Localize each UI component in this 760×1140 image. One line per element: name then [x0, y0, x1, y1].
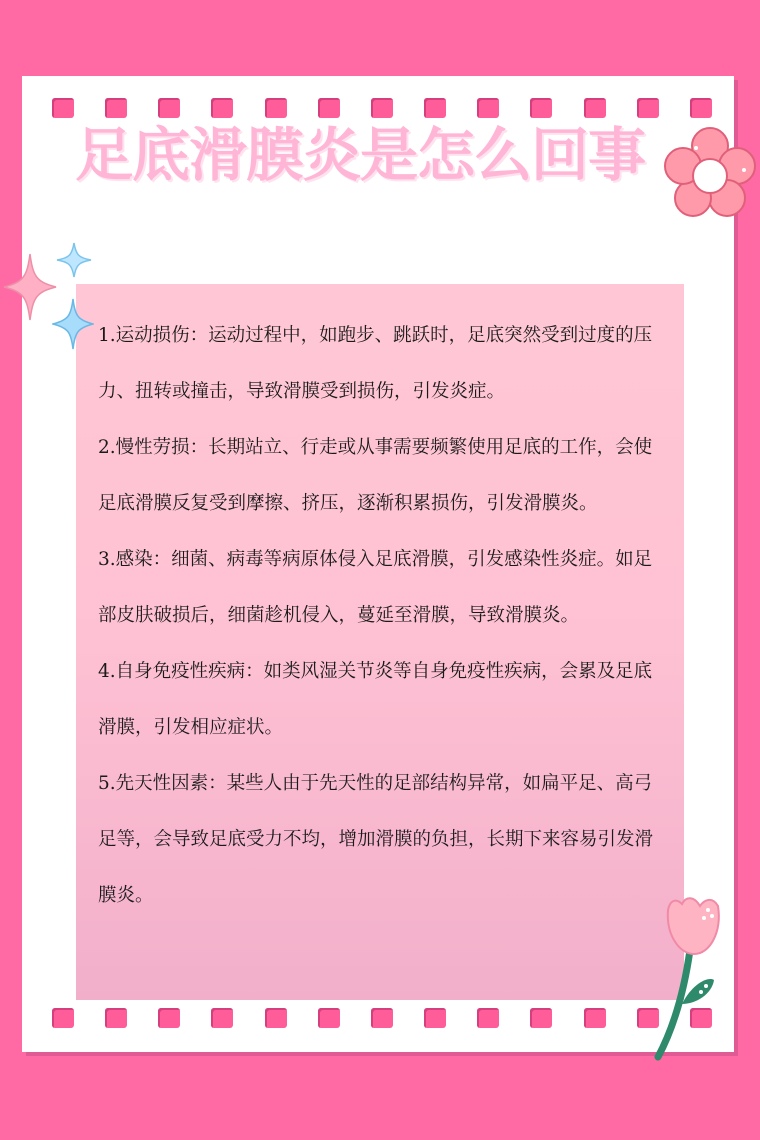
- sparkle-icon: [2, 252, 58, 322]
- punch-hole: [690, 98, 712, 118]
- paragraph-infection: 3.感染：细菌、病毒等病原体侵入足底滑膜，引发感染性炎症。如足部皮肤破损后，细菌趁机侵入，蔓延至滑膜，导致滑膜炎。: [98, 549, 653, 626]
- punch-hole: [318, 1008, 340, 1028]
- punch-hole: [52, 1008, 74, 1028]
- punch-hole: [584, 1008, 606, 1028]
- paragraph-autoimmune: 4.自身免疫性疾病：如类风湿关节炎等自身免疫性疾病，会累及足底滑膜，引发相应症状。: [98, 661, 653, 738]
- sparkle-icon: [56, 242, 92, 278]
- article-body: [98, 308, 658, 924]
- punch-hole: [424, 1008, 446, 1028]
- bottom-punch-holes: [52, 1008, 712, 1030]
- paragraph-congenital: 5.先天性因素：某些人由于先天性的足部结构异常，如扁平足、高弓足等，会导致足底受力不均，增加滑膜的负担，长期下来容易引发滑膜炎。: [98, 773, 654, 906]
- tulip-icon: [646, 892, 732, 1062]
- punch-hole: [530, 1008, 552, 1028]
- flower-icon: [660, 124, 760, 224]
- page-title: 足底滑膜炎是怎么回事: [74, 121, 645, 189]
- sparkle-icon: [52, 298, 94, 350]
- punch-hole: [371, 1008, 393, 1028]
- paragraph-chronic-strain: 2.慢性劳损：长期站立、行走或从事需要频繁使用足底的工作，会使足底滑膜反复受到摩擦、挤压，逐渐积累损伤，引发滑膜炎。: [98, 437, 653, 514]
- punch-hole: [477, 1008, 499, 1028]
- punch-hole: [211, 1008, 233, 1028]
- paragraph-sports-injury: 1.运动损伤：运动过程中，如跑步、跳跃时，足底突然受到过度的压力、扭转或撞击，导致滑膜受到损伤，引发炎症。: [98, 325, 653, 402]
- punch-hole: [105, 1008, 127, 1028]
- punch-hole: [158, 1008, 180, 1028]
- punch-hole: [265, 1008, 287, 1028]
